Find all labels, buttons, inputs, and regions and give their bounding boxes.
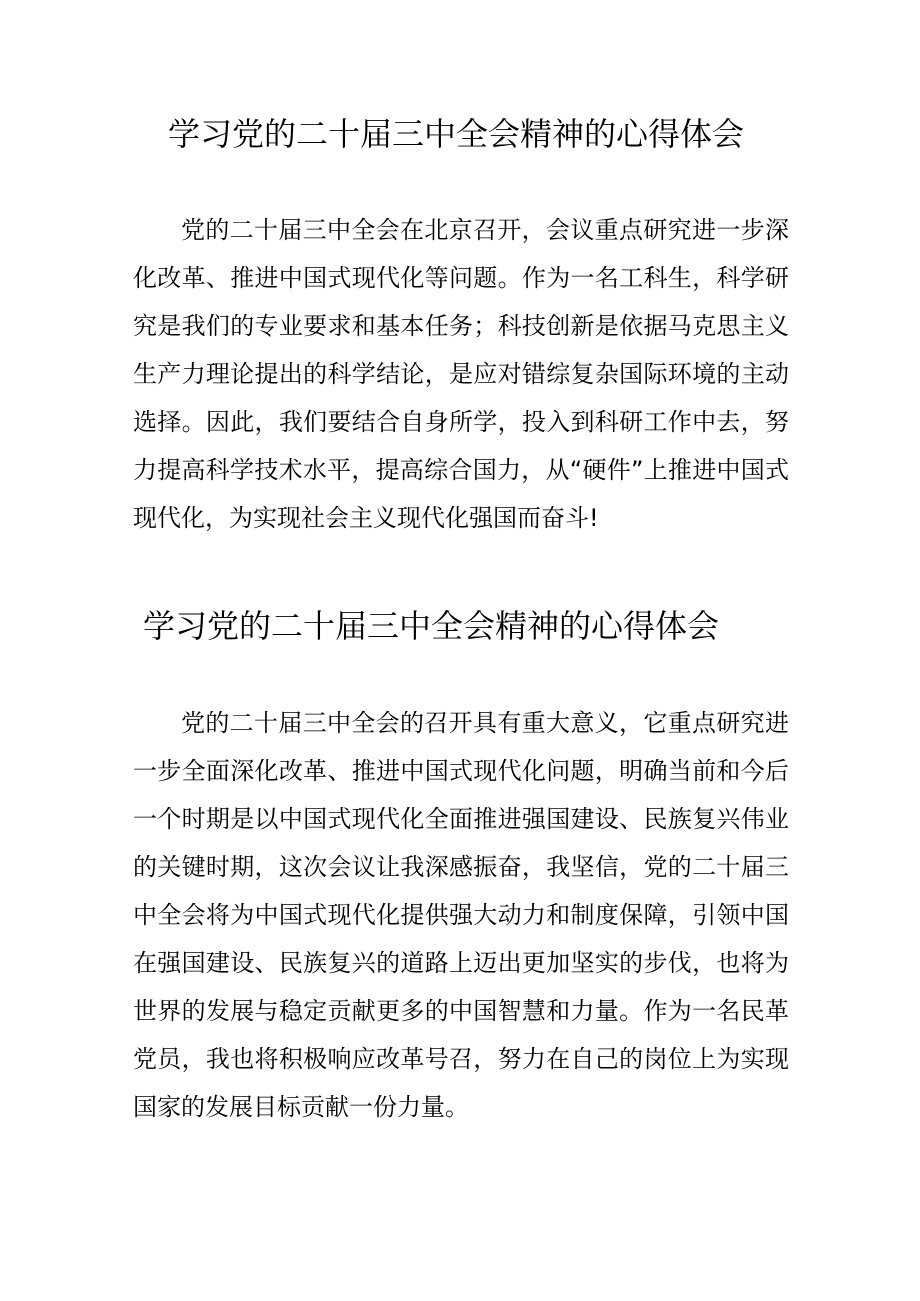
section-title-2: 学习党的二十届三中全会精神的心得体会 xyxy=(143,607,720,645)
section-title-1: 学习党的二十届三中全会精神的心得体会 xyxy=(168,115,745,153)
section-body-1: 党的二十届三中全会在北京召开，会议重点研究进一步深化改革、推进中国式现代化等问题。作为一名工科生，科学研究是我们的专业要求和基本任务；科技创新是依据马克思主义生产力理论提出的科学结论，是应对错综复杂国际环境的主动选择。因此，我们要结合自身所学，投入到科研工作中去，努力提高科学技术水平，提高综合国力，从“硬件”上推进中国式现代化，为实现社会主义现代化强国而奋斗! xyxy=(133,216,789,532)
section-body-2: 党的二十届三中全会的召开具有重大意义，它重点研究进一步全面深化改革、推进中国式现代化问题，明确当前和今后一个时期是以中国式现代化全面推进强国建设、民族复兴伟业的关键时期，这次会议让我深感振奋，我坚信，党的二十届三中全会将为中国式现代化提供强大动力和制度保障，引领中国在强国建设、民族复兴的道路上迈出更加坚实的步伐，也将为世界的发展与稳定贡献更多的中国智慧和力量。作为一名民革党员，我也将积极响应改革号召，努力在自己的岗位上为实现国家的发展目标贡献一份力量。 xyxy=(133,709,789,1121)
